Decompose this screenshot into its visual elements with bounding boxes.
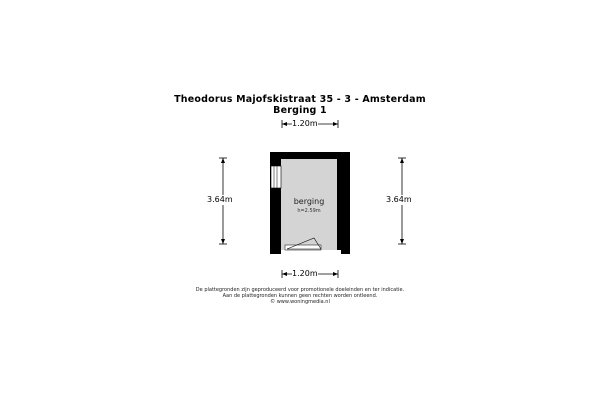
- window: [271, 166, 281, 188]
- disclaimer-line-2: Aan de plattegronden kunnen geen rechten worden ontleend.: [222, 293, 378, 299]
- top-width-label: 1.20m: [292, 119, 318, 128]
- room-name-label: berging: [293, 197, 325, 206]
- disclaimer-line-1: De plattegronden zijn geproduceerd voor promotionele doeleinden en ter indicatie.: [195, 287, 405, 293]
- address-title: Theodorus Majofskistraat 35 - 3 - Amsterdam: [174, 94, 426, 105]
- disclaimer-line-3: © www.woningmedia.nl: [270, 299, 330, 305]
- left-height-label: 3.64m: [207, 195, 233, 204]
- bottom-width-label: 1.20m: [292, 269, 318, 278]
- ceiling-height-label: h=2.59m: [297, 208, 321, 214]
- right-height-label: 3.64m: [386, 195, 412, 204]
- room-subtitle: Berging 1: [273, 105, 327, 116]
